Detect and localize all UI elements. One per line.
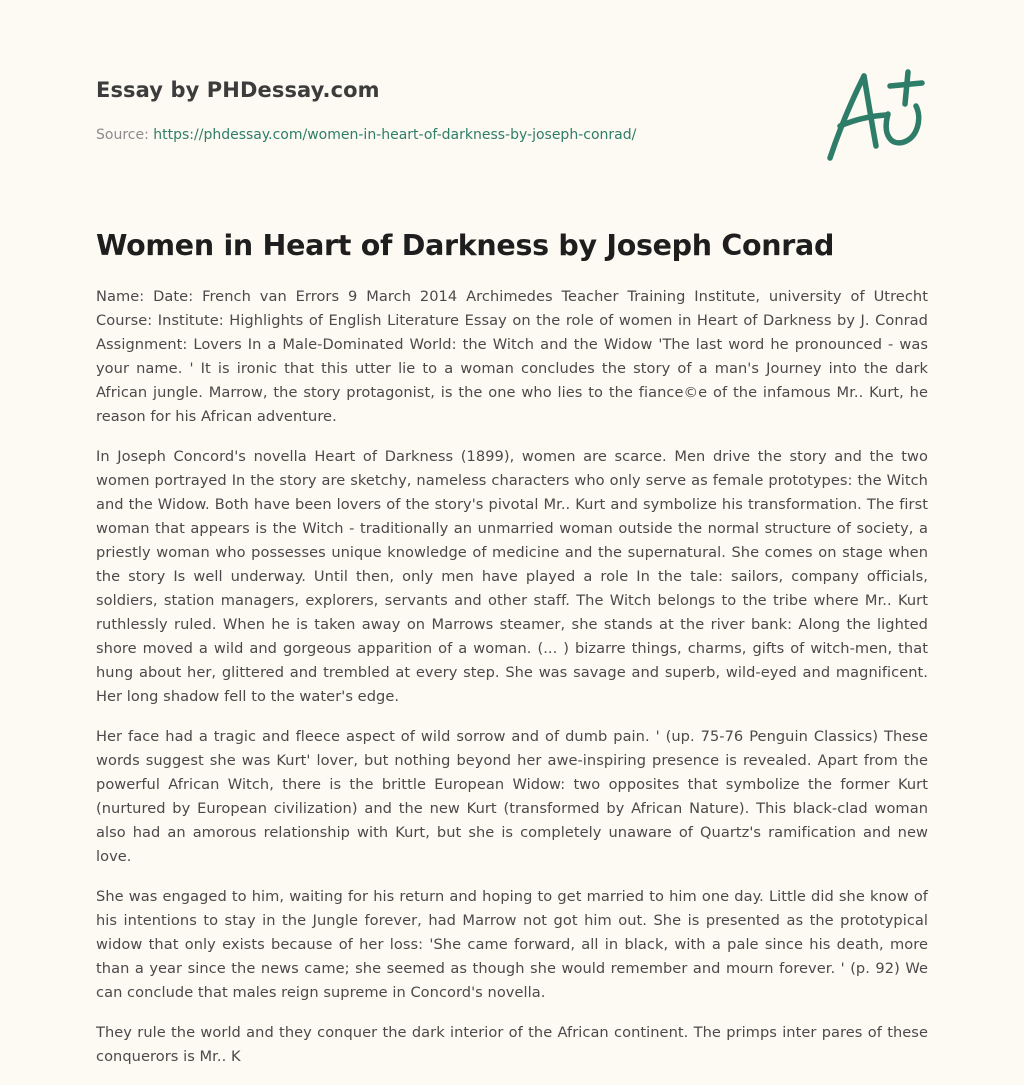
essay-paragraph: She was engaged to him, waiting for his return and hoping to get married to him one day. Little did she know of his intentions to stay in the Jungle forever, had Marrow not got him out. She is presented as the prototypical widow that only exists because of her loss: 'She came forward, all in black, with a pale since his death, more than a year since the news came; she seemed as though she would remember and mourn forever. ' (p. 92) We can conclude that males reign supreme in Concord's novella.	[96, 888, 928, 1001]
essay-paragraph: Her face had a tragic and fleece aspect of wild sorrow and of dumb pain. ' (up. 75-76 Penguin Classics) These words suggest she was Kurt' lover, but nothing beyond her awe-inspiring presence is revealed. Apart from the powerful African Witch, there is the brittle European Widow: two opposites that symbolize the former Kurt (nurtured by European civilization) and the new Kurt (transformed by African Nature). This black-clad woman also had an amorous relationship with Kurt, but she is completely unaware of Quartz's ramification and new love.	[96, 728, 928, 865]
essay-paragraph: In Joseph Concord's novella Heart of Darkness (1899), women are scarce. Men drive the story and the two women portrayed In the story are sketchy, nameless characters who only serve as female prototypes: the Witch and the Widow. Both have been lovers of the story's pivotal Mr.. Kurt and symbolize his transformation. The first woman that appears is the Witch - traditionally an unmarried woman outside the normal structure of society, a priestly woman who possesses unique knowledge of medicine and the supernatural. She comes on stage when the story Is well underway. Until then, only men have played a role In the tale: sailors, company officials, soldiers, station managers, explorers, servants and other staff. The Witch belongs to the tribe where Mr.. Kurt ruthlessly ruled. When he is taken away on Marrows steamer, she stands at the river bank: Along the lighted shore moved a wild and gorgeous apparition of a woman. (... ) bizarre things, charms, gifts of witch-men, that hung about her, glittered and trembled at every step. She was savage and superb, wild-eyed and magnificent. Her long shadow fell to the water's edge.	[96, 448, 928, 705]
essay-paragraph: They rule the world and they conquer the dark interior of the African continent. The primps inter pares of these conquerors is Mr.. K	[96, 1024, 928, 1065]
site-header	[96, 74, 796, 145]
site-brand: Essay by PHDessay.com	[96, 78, 380, 102]
essay-body	[96, 285, 928, 1085]
source-label: Source:	[96, 127, 154, 143]
a-plus-grade-icon	[822, 66, 932, 166]
essay-title: Women in Heart of Darkness by Joseph Conrad	[96, 229, 835, 262]
essay-paragraph: Name: Date: French van Errors 9 March 2014 Archimedes Teacher Training Institute, university of Utrecht Course: Institute: Highlights of English Literature Essay on the role of women in Heart of Darkness by J. Conrad Assignment: Lovers In a Male-Dominated World: the Witch and the Widow 'The last word he pronounced - was your name. ' It is ironic that this utter lie to a woman concludes the story of a man's Journey into the dark African jungle. Marrow, the story protagonist, is the one who lies to the fiance©e of the infamous Mr.. Kurt, he reason for his African adventure.	[96, 288, 928, 425]
source-line	[96, 125, 796, 145]
source-link[interactable]: https://phdessay.com/women-in-heart-of-darkness-by-joseph-conrad/	[153, 127, 637, 143]
